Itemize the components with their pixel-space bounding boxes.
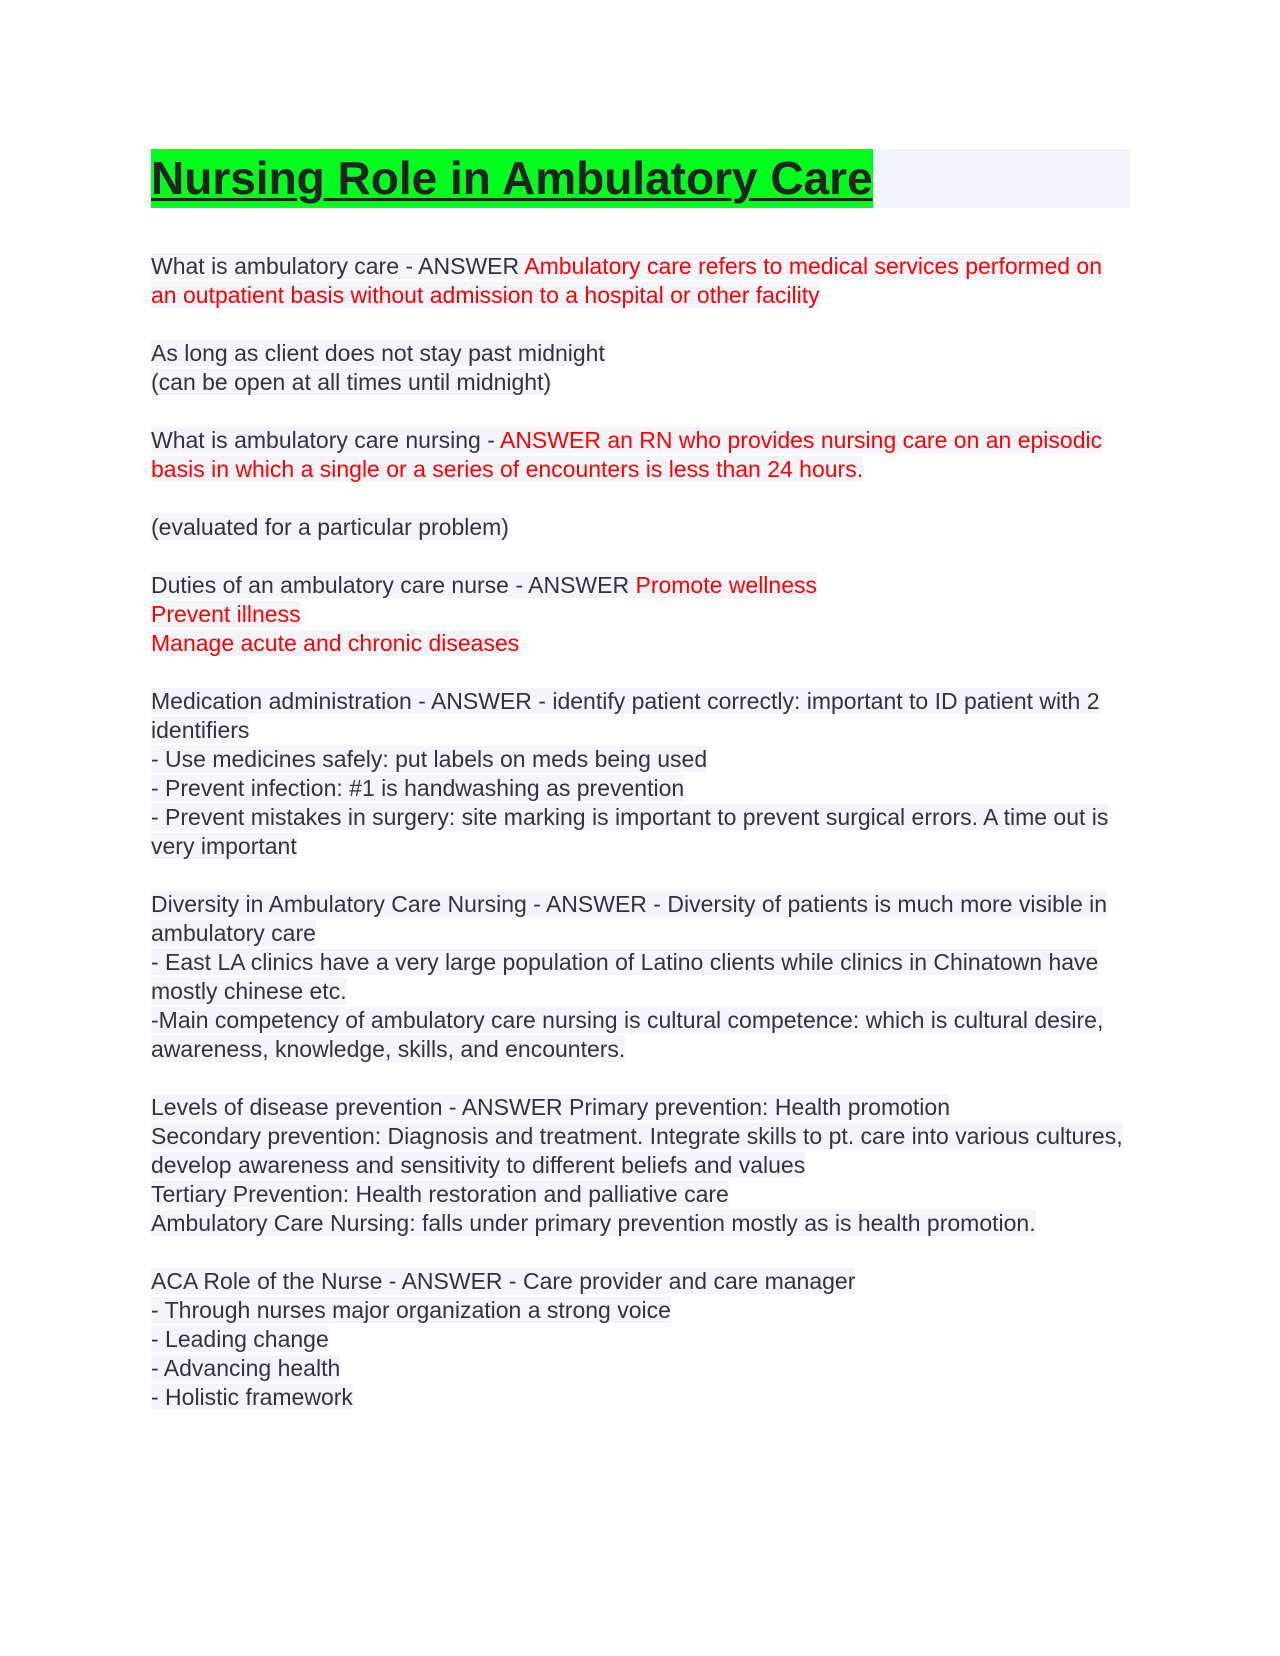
question-text: What is ambulatory care - ANSWER <box>151 253 525 279</box>
answer-line: - Use medicines safely: put labels on meds being used <box>151 746 708 772</box>
answer-line: - Prevent infection: #1 is handwashing as prevention <box>151 775 685 801</box>
answer-line: - Advancing health <box>151 1355 341 1381</box>
answer-line: Ambulatory Care Nursing: falls under primary prevention mostly as is health promotion. <box>151 1210 1036 1236</box>
qa-paragraph-ambulatory-care-nursing <box>151 426 1131 484</box>
note-paragraph-evaluated <box>151 513 1131 542</box>
answer-line: - Leading change <box>151 1326 329 1352</box>
qa-paragraph-diversity <box>151 890 1131 1064</box>
question-text: Levels of disease prevention - ANSWER Primary prevention: Health promotion <box>151 1094 950 1120</box>
page-title: Nursing Role in Ambulatory Care <box>151 149 873 208</box>
answer-line: Manage acute and chronic diseases <box>151 630 520 656</box>
answer-line: - Holistic framework <box>151 1384 353 1410</box>
qa-paragraph-aca-role <box>151 1267 1131 1412</box>
question-text: Medication administration - ANSWER - identify patient correctly: important to ID patient with 2 identifiers <box>151 688 1100 743</box>
qa-paragraph-prevention-levels <box>151 1093 1131 1238</box>
note-line: As long as client does not stay past midnight <box>151 340 605 366</box>
answer-line: - East LA clinics have a very large population of Latino clients while clinics in Chinatown have mostly chinese etc. <box>151 949 1099 1004</box>
answer-line: Prevent illness <box>151 601 301 627</box>
qa-paragraph-medication <box>151 687 1131 861</box>
answer-line: - Prevent mistakes in surgery: site marking is important to prevent surgical errors. A time out is very important <box>151 804 1109 859</box>
question-text: Diversity in Ambulatory Care Nursing - ANSWER - Diversity of patients is much more visible in ambulatory care <box>151 891 1108 946</box>
answer-line: Tertiary Prevention: Health restoration and palliative care <box>151 1181 729 1207</box>
answer-line: develop awareness and sensitivity to different beliefs and values <box>151 1152 806 1178</box>
answer-text: Ambulatory care refers to medical services performed on an outpatient basis without admission to a hospital or other facility <box>151 253 1103 308</box>
question-text: What is ambulatory care nursing - <box>151 427 500 453</box>
document-page <box>151 149 1131 1412</box>
title-block <box>151 149 1131 208</box>
answer-line: -Main competency of ambulatory care nursing is cultural competence: which is cultural desire, awareness, knowledge, skills, and encounters. <box>151 1007 1104 1062</box>
question-text: Duties of an ambulatory care nurse - ANSWER <box>151 572 636 598</box>
qa-paragraph-duties <box>151 571 1131 658</box>
qa-paragraph-ambulatory-care <box>151 252 1131 310</box>
answer-line: - Through nurses major organization a strong voice <box>151 1297 671 1323</box>
answer-line: Secondary prevention: Diagnosis and treatment. Integrate skills to pt. care into various cultures, <box>151 1123 1123 1149</box>
question-text: ACA Role of the Nurse - ANSWER - Care provider and care manager <box>151 1268 856 1294</box>
note-line: (evaluated for a particular problem) <box>151 514 509 540</box>
note-paragraph-midnight <box>151 339 1131 397</box>
answer-text: ANSWER an RN who provides nursing care on an episodic basis in which a single or a series of encounters is less than 24 hours. <box>151 427 1103 482</box>
note-line: (can be open at all times until midnight) <box>151 369 552 395</box>
answer-text: Promote wellness <box>635 572 818 598</box>
